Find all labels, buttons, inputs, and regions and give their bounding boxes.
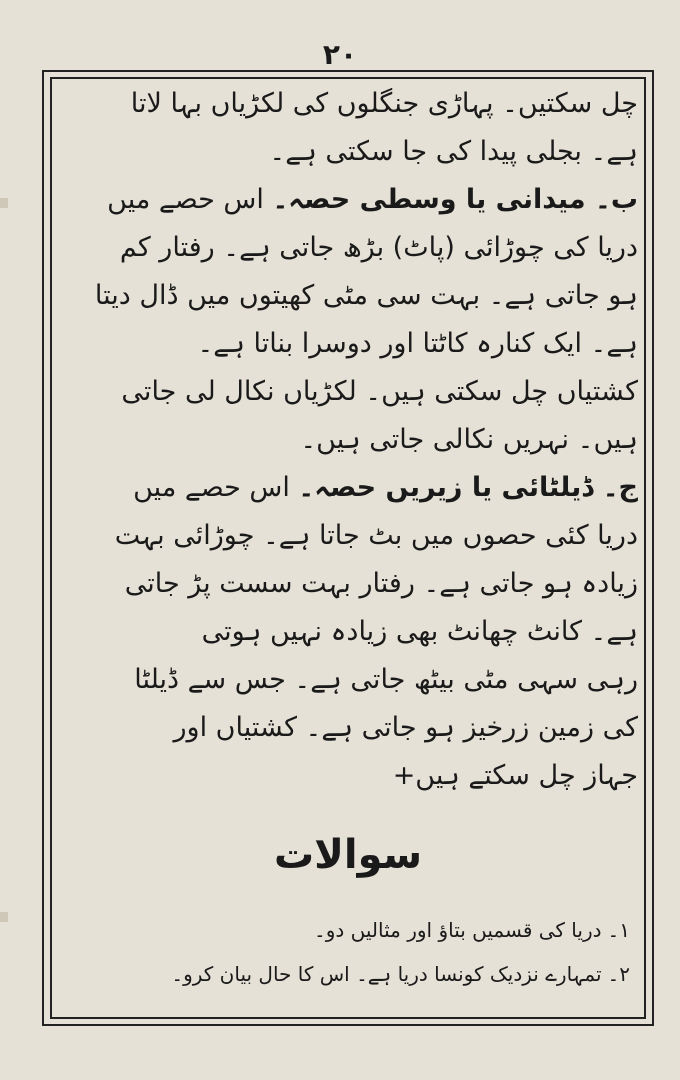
text-line: ہو جاتی ہے۔ بہت سی مٹی کھیتوں میں ڈال دیتا	[94, 280, 638, 311]
question-item	[80, 952, 630, 996]
text-line: رہی سہی مٹی بیٹھ جاتی ہے۔ جس سے ڈیلٹا	[134, 664, 638, 695]
text-line: ہیں۔ نہریں نکالی جاتی ہیں۔	[300, 424, 638, 455]
page-number: ۲۰	[322, 38, 358, 71]
text-line: کی زمین زرخیز ہو جاتی ہے۔ کشتیاں اور	[173, 712, 638, 743]
page-edge-mark	[0, 912, 8, 922]
question-text: تمہارے نزدیک کونسا دریا ہے۔ اس کا حال بیان کرو۔	[171, 962, 602, 986]
body-text	[58, 80, 638, 800]
text-line: ب۔ میدانی یا وسطی حصہ۔ اس حصے میں	[107, 184, 638, 215]
question-number: ۲۔	[607, 962, 630, 986]
section-heading: ج۔ ڈیلٹائی یا زیریں حصہ۔	[298, 472, 638, 503]
text-line: دریا کی چوڑائی (پاٹ) بڑھ جاتی ہے۔ رفتار کم	[119, 232, 638, 263]
text-line: ہے۔ بجلی پیدا کی جا سکتی ہے۔	[269, 136, 638, 167]
questions-list	[80, 908, 630, 996]
text-line: ج۔ ڈیلٹائی یا زیریں حصہ۔ اس حصے میں	[133, 472, 638, 503]
text-line: جہاز چل سکتے ہیں+	[392, 760, 638, 791]
question-item	[80, 908, 630, 952]
question-text: دریا کی قسمیں بتاؤ اور مثالیں دو۔	[314, 918, 602, 942]
questions-heading: سوالات	[273, 832, 423, 878]
text-line: دریا کئی حصوں میں بٹ جاتا ہے۔ چوڑائی بہت	[114, 520, 638, 551]
text-line: چل سکتیں۔ پہاڑی جنگلوں کی لکڑیاں بہا لاتا	[130, 88, 638, 119]
text-line: زیادہ ہو جاتی ہے۔ رفتار بہت سست پڑ جاتی	[124, 568, 638, 599]
text-line: ہے۔ ایک کنارہ کاٹتا اور دوسرا بناتا ہے۔	[197, 328, 638, 359]
page-edge-mark	[0, 198, 8, 208]
text-line: ہے۔ کانٹ چھانٹ بھی زیادہ نہیں ہوتی	[201, 616, 638, 647]
section-heading: ب۔ میدانی یا وسطی حصہ۔	[272, 184, 638, 215]
text-line: کشتیاں چل سکتی ہیں۔ لکڑیاں نکال لی جاتی	[121, 376, 638, 407]
question-number: ۱۔	[607, 918, 630, 942]
